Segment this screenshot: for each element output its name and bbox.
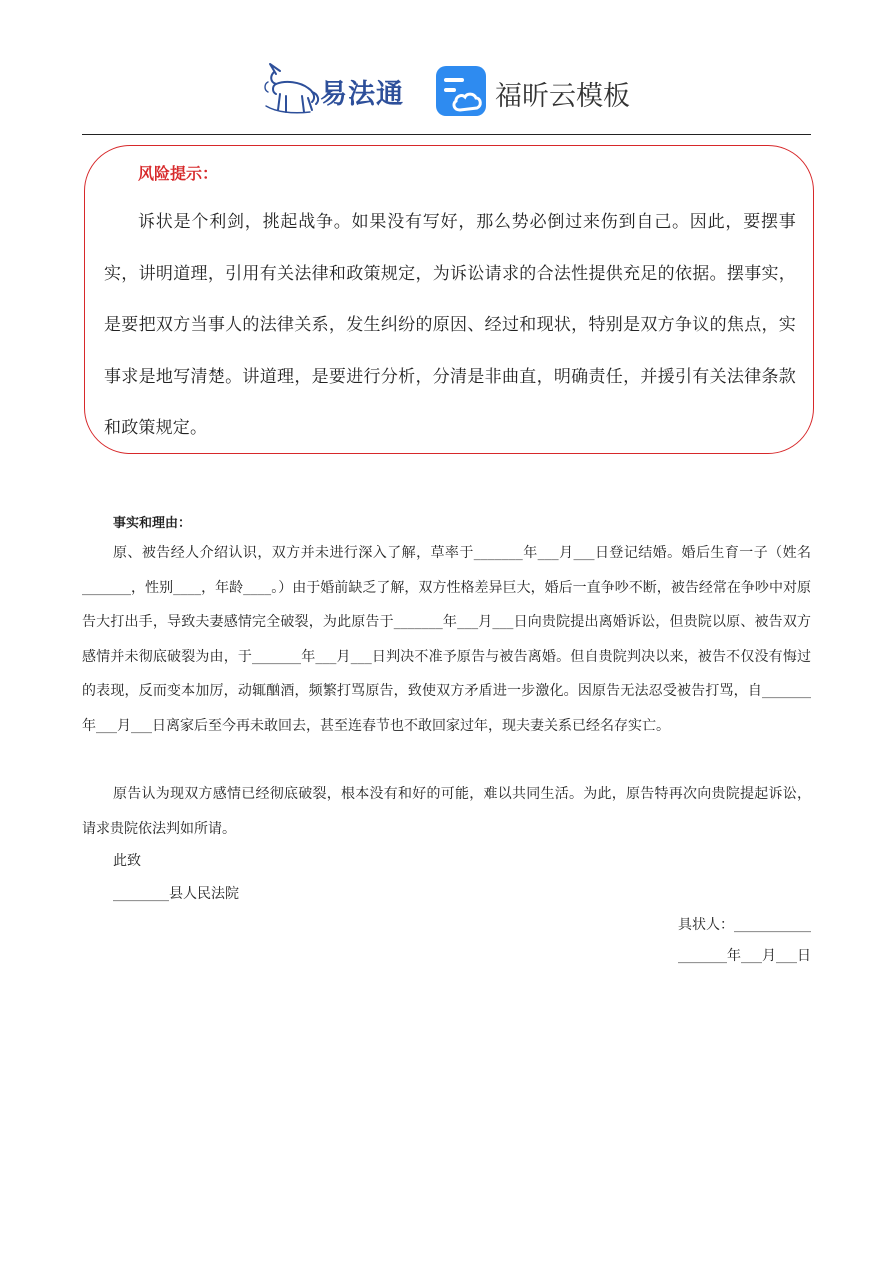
- risk-warning-text: 诉状是个利剑，挑起战争。如果没有写好，那么势必倒过来伤到自己。因此，要摆事实，讲明道理，引用有关法律和政策规定，为诉讼请求的合法性提供充足的依据。摆事实，是要把双方当事人的法律关系，发生纠纷的原因、经过和现状，特别是双方争议的焦点，实事求是地写清楚。讲道理，是要进行分析，分清是非曲直，明确责任，并援引有关法律条款和政策规定。: [104, 212, 796, 438]
- header: [0, 58, 893, 124]
- unicorn-logo-icon: [262, 62, 320, 118]
- request-paragraph: 原告认为现双方感情已经彻底破裂，根本没有和好的可能，难以共同生活。为此，原告特再次向贵院提起诉讼，请求贵院依法判如所请。: [82, 786, 811, 837]
- closing-salutation: 此致: [113, 853, 141, 869]
- header-divider: [82, 134, 811, 135]
- date-line: _______年___月___日: [678, 948, 811, 964]
- yifatong-logo: [262, 62, 412, 118]
- cloud-app-icon: [436, 66, 486, 116]
- facts-paragraph: 原、被告经人介绍认识，双方并未进行深入了解，草率于_______年___月___日登记结婚。婚后生育一子（姓名_______，性别____，年龄____。）由于婚前缺乏了解，双方性格差异巨大，婚后一直争吵不断，被告经常在争吵中对原告大打出手，导致夫妻感情完全破裂，为此原告于_______年___月___日向贵院提出离婚诉讼，但贵院以原、被告双方感情并未彻底破裂为由，于_______年___月___日判决不准予原告与被告离婚。但自贵院判决以来，被告不仅没有悔过的表现，反而变本加厉，动辄酗酒，频繁打骂原告，致使双方矛盾进一步激化。因原告无法忍受被告打骂，自_______年___月___日离家后至今再未敢回去，甚至连春节也不敢回家过年，现夫妻关系已经名存实亡。: [82, 545, 811, 734]
- signer-line: 具状人：___________: [678, 917, 811, 933]
- court-name: ________县人民法院: [113, 886, 239, 902]
- fuxin-logo: [436, 66, 636, 118]
- facts-reasons-heading: 事实和理由：: [113, 516, 192, 531]
- risk-warning-title: 风险提示：: [138, 164, 219, 183]
- yifatong-logo-text: 易法通: [320, 79, 404, 110]
- fuxin-logo-text: 福昕云模板: [495, 81, 630, 112]
